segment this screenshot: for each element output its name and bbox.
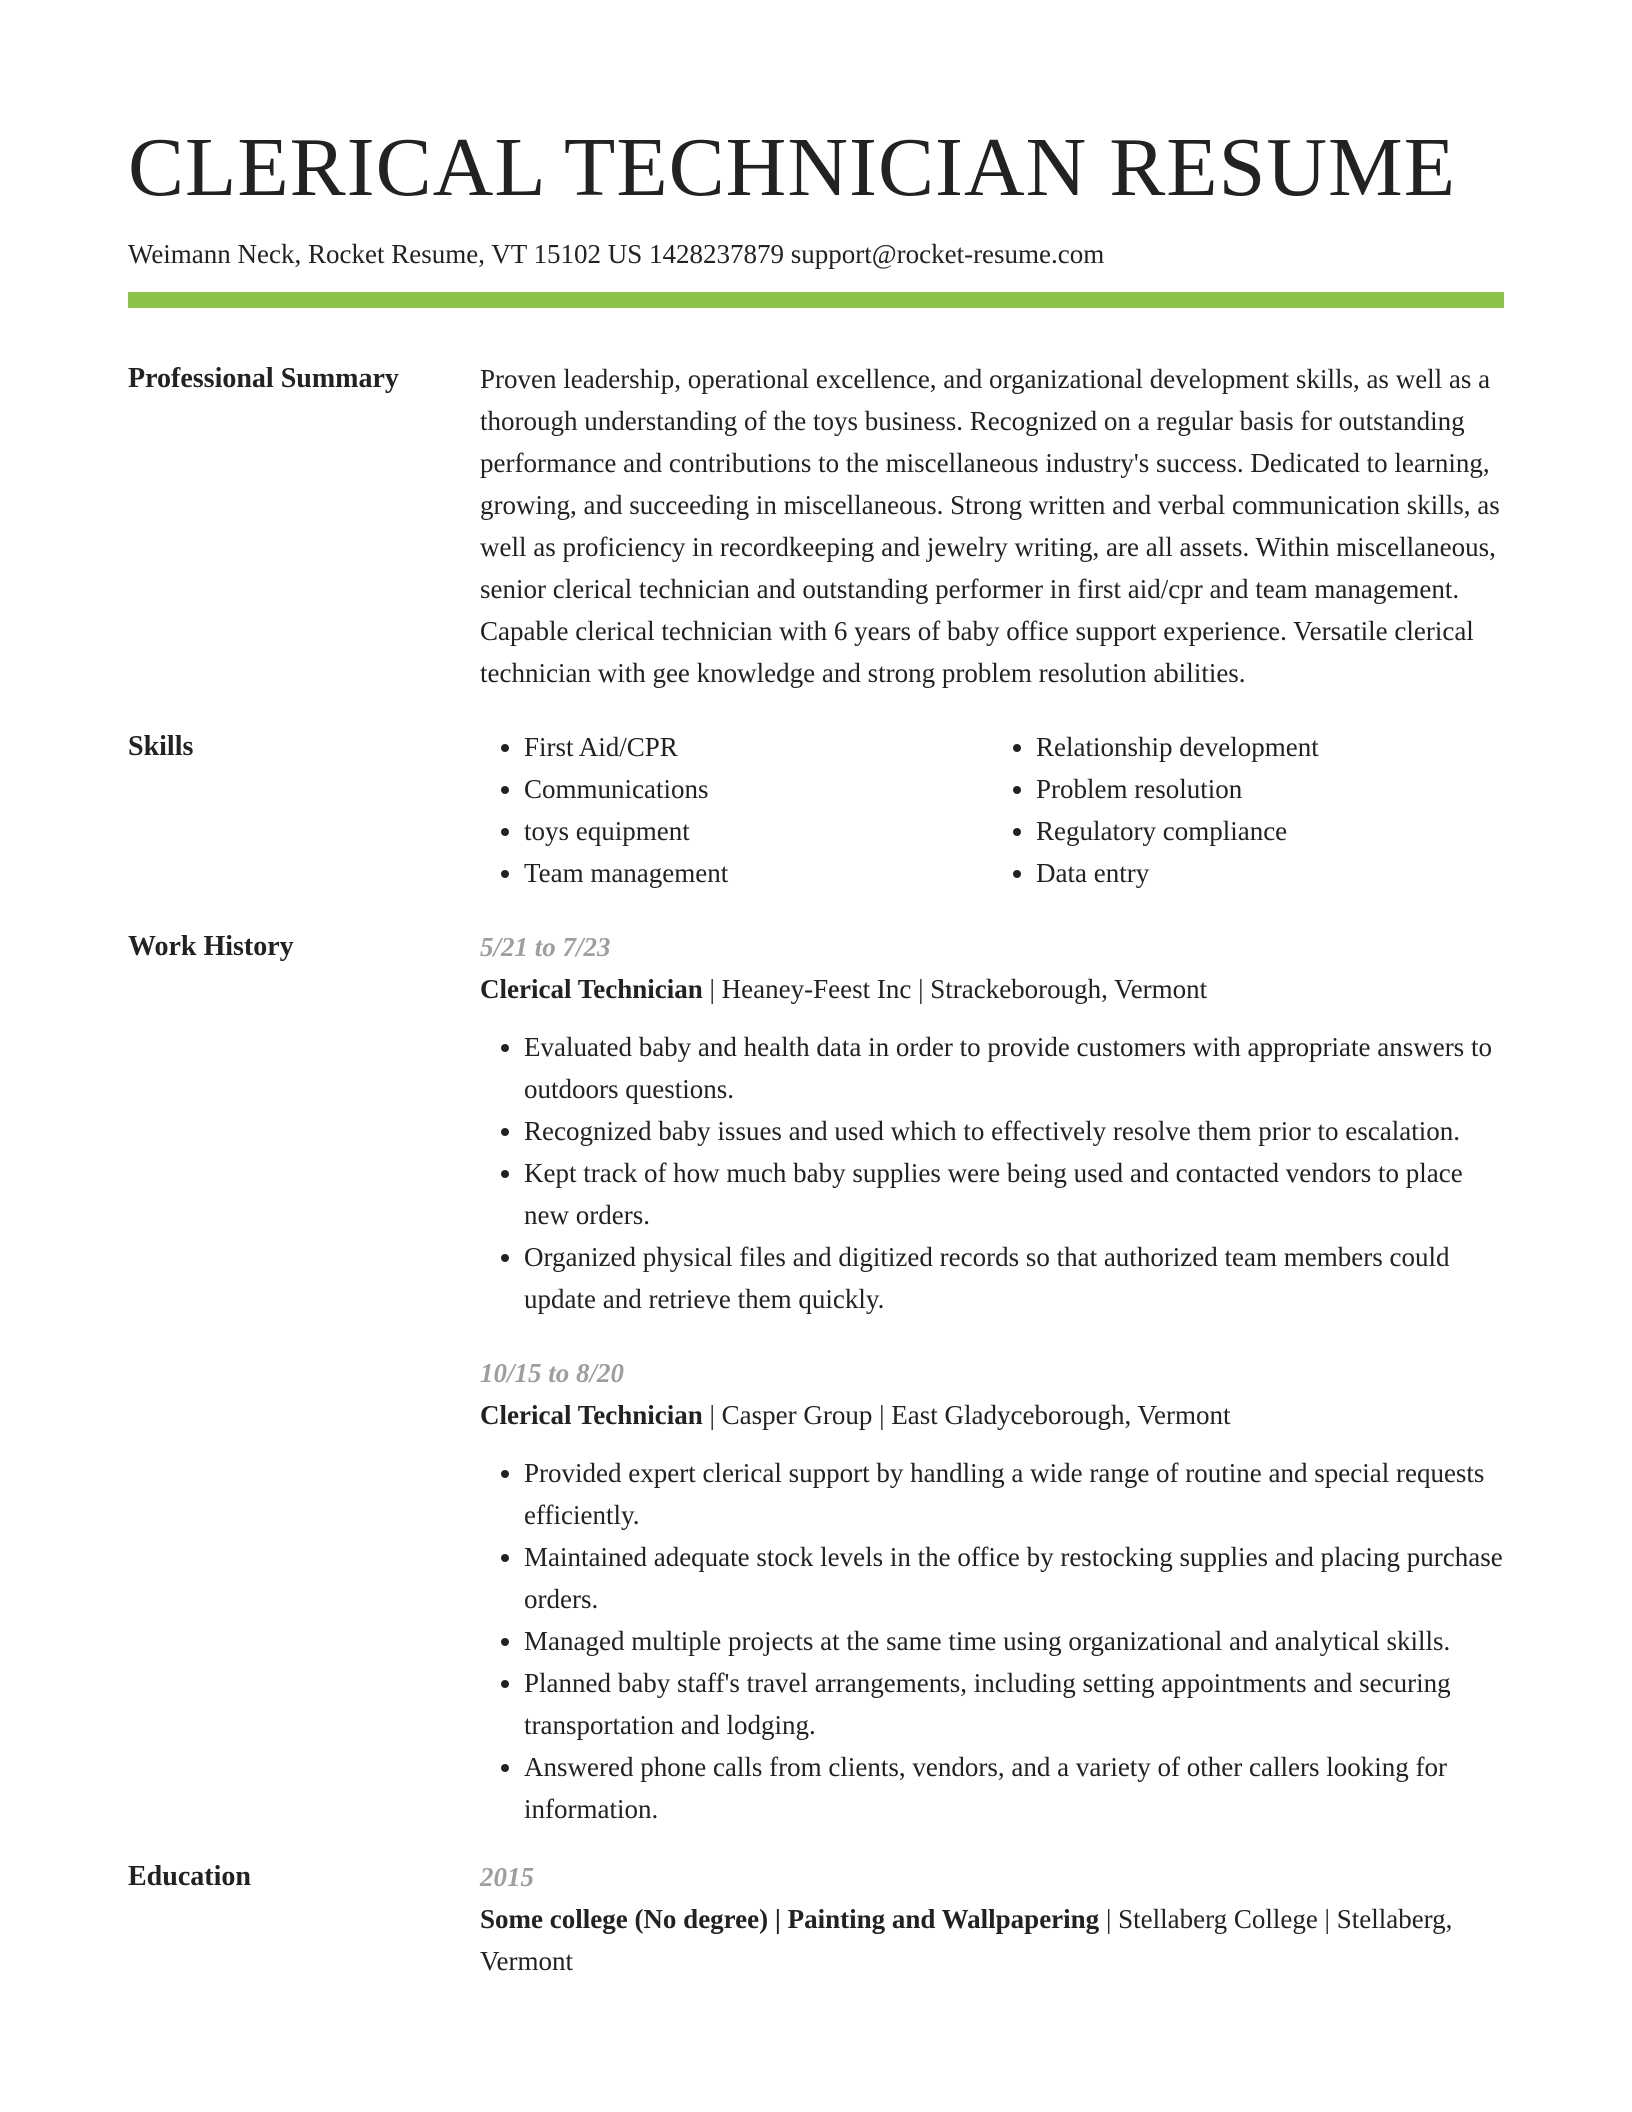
job-title: Clerical Technician (480, 974, 703, 1004)
job-employer: | Heaney-Feest Inc | Strackeborough, Vermont (702, 974, 1208, 1004)
skill-item: • First Aid/CPR (524, 726, 992, 768)
skill-item: • Relationship development (1036, 726, 1504, 768)
accent-divider (128, 292, 1504, 308)
education-section (128, 1856, 1504, 1982)
job-entry (480, 926, 1504, 1320)
job-header (480, 1394, 1504, 1436)
skill-item: • Regulatory compliance (1036, 810, 1504, 852)
skill-item: • Communications (524, 768, 992, 810)
summary-heading: Professional Summary (128, 363, 399, 394)
education-heading: Education (128, 1861, 251, 1892)
duty-item: • Provided expert clerical support by handling a wide range of routine and special requests efficiently. (524, 1452, 1504, 1536)
skills-heading: Skills (128, 731, 194, 762)
job-header (480, 968, 1504, 1010)
skill-item: • toys equipment (524, 810, 992, 852)
work-history-section (128, 926, 1504, 1830)
job-title: Clerical Technician (480, 1400, 703, 1430)
job-dates: 5/21 to 7/23 (480, 932, 611, 962)
job-entry (480, 1352, 1504, 1830)
education-degree: Some college (No degree) | Painting and Wallpapering (480, 1904, 1100, 1934)
duty-item: • Answered phone calls from clients, vendors, and a variety of other callers looking for information. (524, 1746, 1504, 1830)
education-entry (480, 1898, 1504, 1982)
skill-item: • Team management (524, 852, 992, 894)
duty-item: • Evaluated baby and health data in order to provide customers with appropriate answers to outdoors questions. (524, 1026, 1504, 1110)
job-duties (480, 1026, 1504, 1320)
job-employer: | Casper Group | East Gladyceborough, Vermont (702, 1400, 1231, 1430)
skills-list-left (480, 726, 992, 894)
duty-item: • Planned baby staff's travel arrangements, including setting appointments and securing transportation and lodging. (524, 1662, 1504, 1746)
contact-line: Weimann Neck, Rocket Resume, VT 15102 US 1428237879 support@rocket-resume.com (128, 239, 1105, 269)
skill-item: • Data entry (1036, 852, 1504, 894)
education-year: 2015 (480, 1862, 534, 1892)
duty-item: • Maintained adequate stock levels in the office by restocking supplies and placing purchase orders. (524, 1536, 1504, 1620)
job-duties (480, 1452, 1504, 1830)
skill-item: • Problem resolution (1036, 768, 1504, 810)
work-history-heading: Work History (128, 931, 294, 962)
resume-title: CLERICAL TECHNICIAN RESUME (128, 121, 1456, 214)
summary-section (128, 358, 1504, 694)
education-body (480, 1856, 1504, 1982)
duty-item: • Recognized baby issues and used which to effectively resolve them prior to escalation. (524, 1110, 1504, 1152)
education-school: | Stellaberg College | Stellaberg, Vermont (480, 1904, 1453, 1976)
job-dates: 10/15 to 8/20 (480, 1358, 625, 1388)
duty-item: • Managed multiple projects at the same time using organizational and analytical skills. (524, 1620, 1504, 1662)
work-history-body (480, 926, 1504, 1830)
duty-item: • Organized physical files and digitized records so that authorized team members could update and retrieve them quickly. (524, 1236, 1504, 1320)
skills-body (480, 726, 1504, 894)
skills-list-right (992, 726, 1504, 894)
summary-text: Proven leadership, operational excellence, and organizational development skills, as well as a thorough understanding of the toys business. Recognized on a regular basis for outstanding performance and contributions to the miscellaneous industry's success. Dedicated to learning, growing, and succeeding in miscellaneous. Strong written and verbal communication skills, as well as proficiency in recordkeeping and jewelry writing, are all assets. Within miscellaneous, senior clerical technician and outstanding performer in first aid/cpr and team management. Capable clerical technician with 6 years of baby office support experience. Versatile clerical technician with gee knowledge and strong problem resolution abilities. (480, 364, 1500, 688)
duty-item: • Kept track of how much baby supplies were being used and contacted vendors to place new orders. (524, 1152, 1504, 1236)
skills-section (128, 726, 1504, 894)
summary-body (480, 358, 1504, 694)
